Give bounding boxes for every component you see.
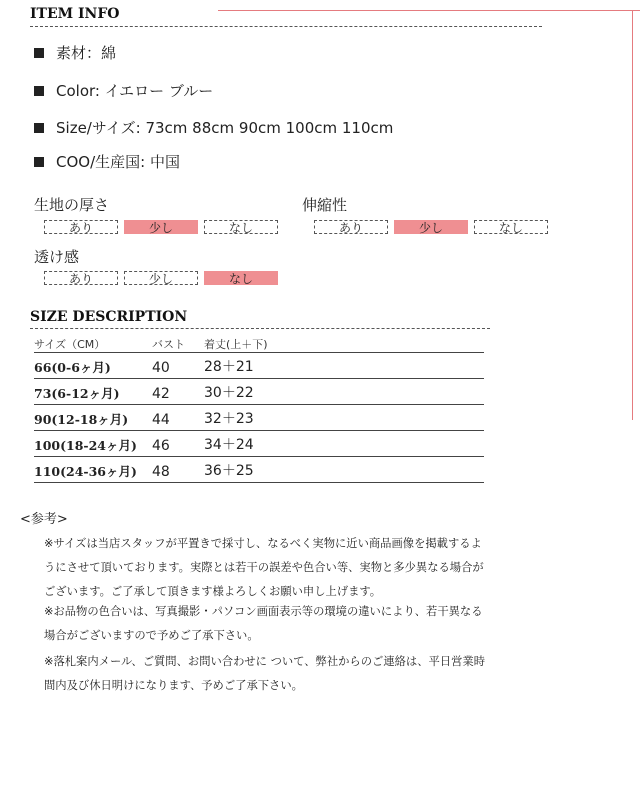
sheer-option-sukoshi: 少し — [124, 271, 198, 285]
info-row-color — [34, 80, 213, 101]
table-row — [34, 379, 484, 405]
size-description-title: SIZE DESCRIPTION — [30, 309, 188, 325]
size-cell: 90(12-18ヶ月) — [34, 412, 129, 427]
length-cell: 28＋21 — [204, 359, 254, 375]
size-header-bust: バスト — [152, 338, 185, 351]
note-line: うにさせて頂いております。実際とは若干の誤差や色合い等、実物と多少異なる場合が — [44, 561, 484, 574]
stretch-option-nashi: なし — [474, 220, 548, 234]
note-line: ※落札案内メール、ご質問、お問い合わせに ついて、弊社からのご連絡は、平日営業時 — [44, 655, 485, 668]
thickness-label: 生地の厚さ — [34, 196, 110, 214]
bullet-square-icon — [34, 48, 44, 58]
sheer-label: 透け感 — [34, 248, 80, 266]
stretch-option-ari: あり — [314, 220, 388, 234]
item-info-title: ITEM INFO — [30, 6, 120, 22]
bullet-square-icon — [34, 157, 44, 167]
info-row-size — [34, 117, 393, 138]
info-row-coo — [34, 151, 180, 172]
thickness-option-ari: あり — [44, 220, 118, 234]
sheer-options — [44, 271, 278, 285]
size-table-header — [34, 336, 484, 353]
reference-note-color — [44, 600, 544, 648]
size-cell: 73(6-12ヶ月) — [34, 386, 120, 401]
table-row — [34, 405, 484, 431]
bullet-square-icon — [34, 86, 44, 96]
table-row — [34, 353, 484, 379]
length-cell: 34＋24 — [204, 437, 254, 453]
size-header-size: サイズ（CM） — [34, 338, 106, 351]
decorative-red-line-top — [218, 10, 640, 11]
info-row-size-text: Size/サイズ: 73cm 88cm 90cm 100cm 110cm — [56, 119, 394, 137]
sheer-option-nashi: なし — [204, 271, 278, 285]
thickness-option-sukoshi: 少し — [124, 220, 198, 234]
reference-title: <参考> — [20, 512, 68, 527]
note-line: ※サイズは当店スタッフが平置きで採寸し、なるべく実物に近い商品画像を掲載するよ — [44, 537, 482, 550]
size-table — [34, 336, 484, 483]
bullet-square-icon — [34, 123, 44, 133]
thickness-options — [44, 220, 278, 234]
item-info-rule — [30, 26, 542, 27]
bust-cell: 48 — [152, 464, 170, 480]
info-row-material-text: 素材：綿 — [56, 44, 117, 62]
length-cell: 30＋22 — [204, 385, 254, 401]
size-cell: 110(24-36ヶ月) — [34, 464, 137, 479]
length-cell: 32＋23 — [204, 411, 254, 427]
bust-cell: 46 — [152, 438, 170, 454]
note-line: 場合がございますので予めご了承下さい。 — [44, 629, 259, 642]
size-cell: 100(18-24ヶ月) — [34, 438, 137, 453]
thickness-option-nashi: なし — [204, 220, 278, 234]
bust-cell: 42 — [152, 386, 170, 402]
sheer-option-ari: あり — [44, 271, 118, 285]
stretch-option-sukoshi: 少し — [394, 220, 468, 234]
size-header-length: 着丈(上＋下) — [204, 338, 268, 351]
note-line: 間内及び休日明けになります、予めご了承下さい。 — [44, 679, 303, 692]
size-cell: 66(0-6ヶ月) — [34, 360, 111, 375]
note-line: ございます。ご了承して頂きます様よろしくお願い申し上げます。 — [44, 585, 382, 598]
length-cell: 36＋25 — [204, 463, 254, 479]
bust-cell: 40 — [152, 360, 170, 376]
note-line: ※お品物の色合いは、写真撮影・パソコン画面表示等の環境の違いにより、若干異なる — [44, 605, 483, 618]
decorative-red-line-right — [632, 10, 633, 420]
info-row-material — [34, 42, 116, 63]
table-row — [34, 457, 484, 483]
reference-note-sizing — [44, 532, 544, 604]
reference-note-contact — [44, 650, 544, 698]
stretch-label: 伸縮性 — [302, 196, 348, 214]
table-row — [34, 431, 484, 457]
size-description-rule — [30, 328, 490, 329]
info-row-color-text: Color: イエロー ブルー — [56, 82, 214, 100]
bust-cell: 44 — [152, 412, 170, 428]
info-row-coo-text: COO/生産国: 中国 — [56, 153, 180, 171]
stretch-options — [314, 220, 548, 234]
